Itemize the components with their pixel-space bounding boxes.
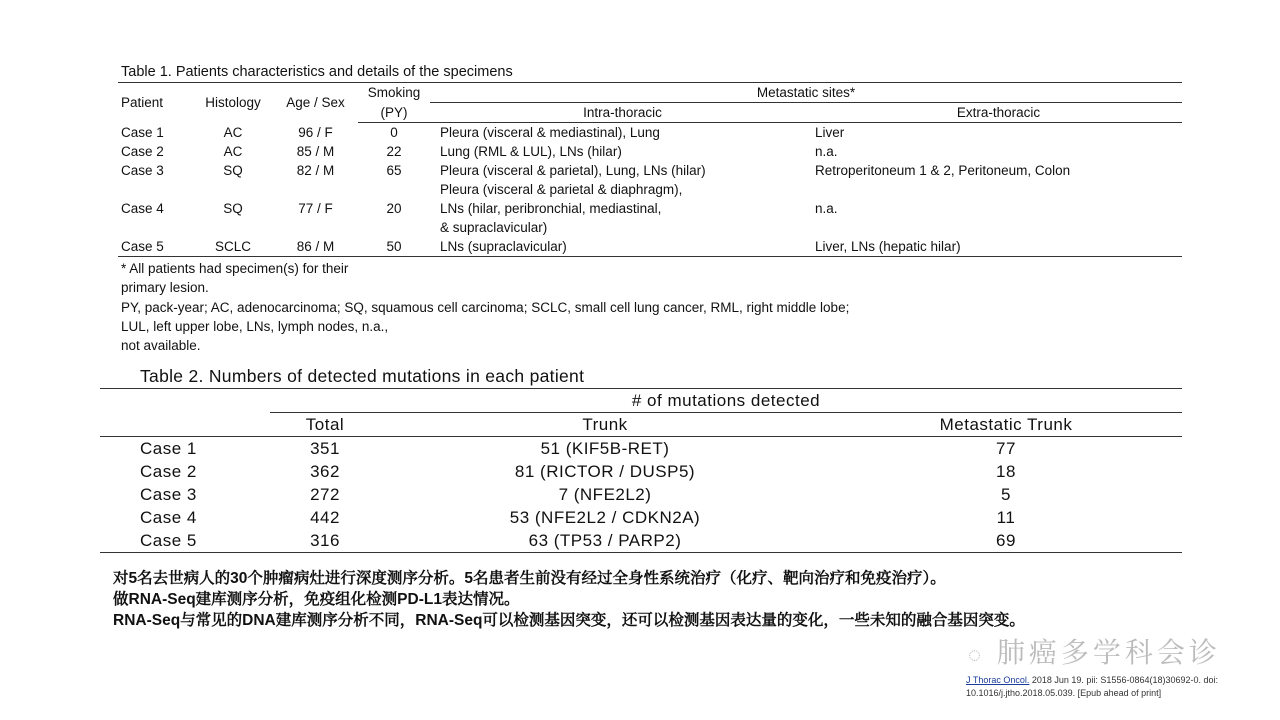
table-row <box>118 180 1182 199</box>
table-row <box>118 161 1182 180</box>
cell-intra: Pleura (visceral & parietal & diaphragm), <box>440 182 683 197</box>
table2-title: Table 2. Numbers of detected mutations in each patient <box>140 366 585 386</box>
note-line: * All patients had specimen(s) for their <box>121 261 349 276</box>
cell-age-sex: 77 / F <box>298 201 333 216</box>
cell-metastatic-trunk: 69 <box>830 529 1182 553</box>
table2 <box>100 388 1182 553</box>
header-metastatic-trunk: Metastatic Trunk <box>830 413 1182 437</box>
cell-histology: AC <box>223 144 243 159</box>
cell-total: 316 <box>270 529 380 553</box>
cell-case: Case 1 <box>140 439 197 458</box>
cell-intra: LNs (hilar, peribronchial, mediastinal, <box>440 201 662 216</box>
table1-title: Table 1. Patients characteristics and details of the specimens <box>121 64 513 80</box>
header-metastatic: Metastatic sites* <box>430 83 1182 103</box>
cell-total: 351 <box>310 439 340 458</box>
header-smoking-unit: (PY) <box>358 103 430 123</box>
cell-intra: Pleura (visceral & mediastinal), Lung <box>440 125 660 140</box>
summary-line-3: RNA-Seq与常见的DNA建库测序分析不同，RNA-Seq可以检测基因突变，还可以检测基因表达量的变化，一些未知的融合基因突变。 <box>113 612 1025 629</box>
table-row <box>118 237 1182 257</box>
note-line: not available. <box>121 338 201 354</box>
header-intra: Intra-thoracic <box>430 103 815 123</box>
cell-total: 272 <box>310 485 340 504</box>
cell-trunk: 81 (RICTOR / DUSP5) <box>514 462 696 481</box>
cell-extra: Retroperitoneum 1 & 2, Peritoneum, Colon <box>815 163 1071 178</box>
header-total: Total <box>270 413 380 437</box>
cell-smoking: 50 <box>358 237 430 257</box>
cell-smoking: 65 <box>386 163 402 178</box>
header-smoking: Smoking <box>358 83 430 103</box>
cell-age-sex: 82 / M <box>296 163 335 178</box>
table1-notes <box>121 259 849 355</box>
table-row <box>100 483 1182 506</box>
cell-extra: n.a. <box>815 201 838 216</box>
cell-case: Case 3 <box>140 485 197 504</box>
cell-age-sex: 86 / M <box>273 237 358 257</box>
cell-patient: Case 1 <box>121 124 164 140</box>
cell-intra: LNs (supraclavicular) <box>430 237 815 257</box>
table-row <box>118 123 1182 143</box>
cell-patient: Case 2 <box>121 144 164 159</box>
cell-age-sex: 85 / M <box>296 144 335 159</box>
cell-total: 362 <box>310 462 340 481</box>
cell-smoking: 0 <box>390 125 398 140</box>
cell-trunk: 63 (TP53 / PARP2) <box>380 529 830 553</box>
header-extra: Extra-thoracic <box>815 103 1182 123</box>
table-row <box>100 506 1182 529</box>
cell-histology: SCLC <box>193 237 273 257</box>
citation: J Thorac Oncol. 2018 Jun 19. pii: S1556-0864(18)30692-0. doi: 10.1016/j.jtho.2018.05.039. [Epub ahead of print] <box>966 675 1219 698</box>
cell-trunk: 53 (NFE2L2 / CDKN2A) <box>509 508 701 527</box>
cell-smoking: 20 <box>386 201 402 216</box>
header-age-sex: Age / Sex <box>273 83 358 123</box>
cell-extra: Liver <box>815 125 845 140</box>
journal-link[interactable]: J Thorac Oncol. <box>966 675 1030 685</box>
cell-extra: n.a. <box>815 144 838 159</box>
cell-trunk: 7 (NFE2L2) <box>558 485 652 504</box>
cell-patient: Case 5 <box>118 237 193 257</box>
table-row <box>100 460 1182 483</box>
cell-case: Case 5 <box>100 529 270 553</box>
header-histology: Histology <box>193 83 273 123</box>
cell-metastatic-trunk: 5 <box>1001 485 1011 504</box>
table-row <box>100 437 1182 461</box>
cell-patient: Case 3 <box>121 163 164 178</box>
cell-case: Case 2 <box>140 462 197 481</box>
table-row <box>100 529 1182 553</box>
cell-histology: AC <box>223 124 243 140</box>
cell-metastatic-trunk: 18 <box>996 462 1016 481</box>
wechat-icon: ◌ <box>968 642 986 667</box>
table1 <box>118 82 1182 257</box>
cell-smoking: 22 <box>386 144 402 159</box>
cell-histology: SQ <box>223 163 243 178</box>
cell-metastatic-trunk: 11 <box>996 508 1016 527</box>
watermark-logo: ◌ 肺癌多学科会诊 <box>968 637 1221 668</box>
cell-total: 442 <box>310 508 340 527</box>
header-trunk: Trunk <box>380 413 830 437</box>
note-line: primary lesion. <box>121 280 209 296</box>
note-line: LUL, left upper lobe, LNs, lymph nodes, n.a., <box>121 318 389 334</box>
header-group: # of mutations detected <box>270 389 1182 413</box>
note-line: PY, pack-year; AC, adenocarcinoma; SQ, squamous cell carcinoma; SCLC, small cell lung cancer, RML, right middle lobe; <box>121 299 850 315</box>
table-row <box>118 142 1182 161</box>
cell-intra: Pleura (visceral & parietal), Lung, LNs (hilar) <box>440 163 706 178</box>
cell-histology: SQ <box>223 201 243 216</box>
cell-age-sex: 96 / F <box>298 124 333 140</box>
cell-intra: & supraclavicular) <box>440 220 548 235</box>
summary-line-1: 对5名去世病人的30个肿瘤病灶进行深度测序分析。5名患者生前没有经过全身性系统治疗（化疗、靶向治疗和免疫治疗）。 <box>113 570 946 587</box>
cell-case: Case 4 <box>140 508 197 527</box>
header-patient: Patient <box>118 83 193 123</box>
cell-patient: Case 4 <box>121 201 164 216</box>
cell-trunk: 51 (KIF5B-RET) <box>540 439 670 458</box>
cell-metastatic-trunk: 77 <box>996 439 1016 458</box>
summary-line-2: 做RNA-Seq建库测序分析，免疫组化检测PD-L1表达情况。 <box>113 591 520 608</box>
cell-intra: Lung (RML & LUL), LNs (hilar) <box>440 144 622 159</box>
cell-extra: Liver, LNs (hepatic hilar) <box>815 237 1182 257</box>
